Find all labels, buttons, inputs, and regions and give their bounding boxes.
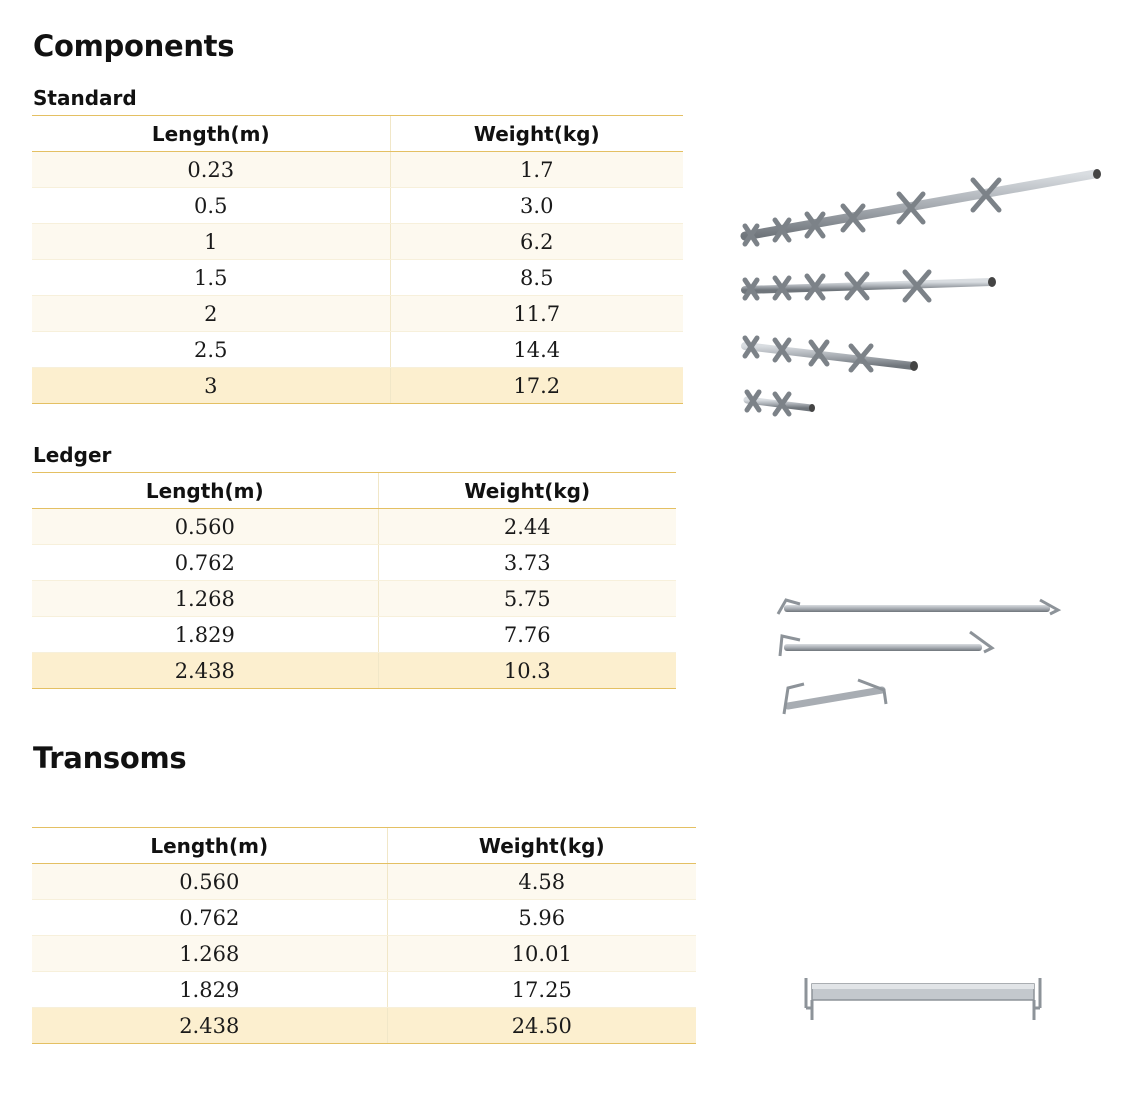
- weight-cell: 11.7: [390, 296, 683, 332]
- table-row: [32, 296, 683, 332]
- length-cell: 2.438: [32, 653, 378, 689]
- table-row: [32, 864, 696, 900]
- standard-heading: Standard: [33, 86, 137, 110]
- weight-cell: 3.0: [390, 188, 683, 224]
- table-row: [32, 509, 676, 545]
- ledger-long-icon: [778, 600, 1058, 614]
- weight-cell: 2.44: [378, 509, 676, 545]
- table-row: [32, 972, 696, 1008]
- table-row: [32, 900, 696, 936]
- weight-cell: 5.75: [378, 581, 676, 617]
- table-header-row: [32, 473, 676, 509]
- length-cell: 0.560: [32, 509, 378, 545]
- transoms-table: [32, 827, 696, 1044]
- standard-0.5m-icon: [747, 392, 815, 414]
- scaffold-transom-image: [798, 970, 1048, 1030]
- length-cell: 2.5: [32, 332, 390, 368]
- weight-cell: 24.50: [387, 1008, 696, 1044]
- table-header-row: [32, 828, 696, 864]
- standard-1m-icon: [745, 338, 918, 371]
- length-column-header: Length(m): [32, 116, 390, 152]
- table-row: [32, 936, 696, 972]
- table-row: [32, 152, 683, 188]
- length-cell: 1.5: [32, 260, 390, 296]
- scaffold-standards-image: [735, 150, 1115, 430]
- length-cell: 0.23: [32, 152, 390, 188]
- length-cell: 1: [32, 224, 390, 260]
- table-header-row: [32, 116, 683, 152]
- weight-cell: 3.73: [378, 545, 676, 581]
- length-cell: 0.762: [32, 900, 387, 936]
- table-row: [32, 617, 676, 653]
- length-cell: 0.762: [32, 545, 378, 581]
- scaffold-ledgers-image: [770, 590, 1070, 730]
- length-cell: 1.829: [32, 972, 387, 1008]
- weight-cell: 6.2: [390, 224, 683, 260]
- table-row: [32, 332, 683, 368]
- table-row: [32, 545, 676, 581]
- table-row: [32, 260, 683, 296]
- table-row: [32, 581, 676, 617]
- weight-column-header: Weight(kg): [390, 116, 683, 152]
- weight-cell: 8.5: [390, 260, 683, 296]
- length-cell: 1.829: [32, 617, 378, 653]
- transoms-heading: Transoms: [33, 741, 187, 775]
- ledger-short-icon: [784, 680, 886, 714]
- ledger-heading: Ledger: [33, 443, 112, 467]
- weight-column-header: Weight(kg): [387, 828, 696, 864]
- weight-cell: 10.01: [387, 936, 696, 972]
- length-cell: 1.268: [32, 936, 387, 972]
- table-row: [32, 224, 683, 260]
- ledger-medium-icon: [780, 632, 992, 656]
- standard-3m-icon: [745, 169, 1101, 244]
- weight-cell: 1.7: [390, 152, 683, 188]
- page-title: Components: [33, 29, 235, 63]
- length-cell: 2: [32, 296, 390, 332]
- ledger-table: [32, 472, 676, 689]
- length-cell: 1.268: [32, 581, 378, 617]
- length-column-header: Length(m): [32, 828, 387, 864]
- standard-2m-icon: [745, 272, 996, 300]
- weight-cell: 7.76: [378, 617, 676, 653]
- standard-table: [32, 115, 683, 404]
- length-cell: 0.5: [32, 188, 390, 224]
- table-row: [32, 188, 683, 224]
- weight-cell: 17.2: [390, 368, 683, 404]
- length-column-header: Length(m): [32, 473, 378, 509]
- table-row: [32, 653, 676, 689]
- weight-cell: 14.4: [390, 332, 683, 368]
- table-row: [32, 368, 683, 404]
- weight-cell: 5.96: [387, 900, 696, 936]
- weight-column-header: Weight(kg): [378, 473, 676, 509]
- weight-cell: 4.58: [387, 864, 696, 900]
- length-cell: 3: [32, 368, 390, 404]
- length-cell: 2.438: [32, 1008, 387, 1044]
- weight-cell: 10.3: [378, 653, 676, 689]
- length-cell: 0.560: [32, 864, 387, 900]
- weight-cell: 17.25: [387, 972, 696, 1008]
- table-row: [32, 1008, 696, 1044]
